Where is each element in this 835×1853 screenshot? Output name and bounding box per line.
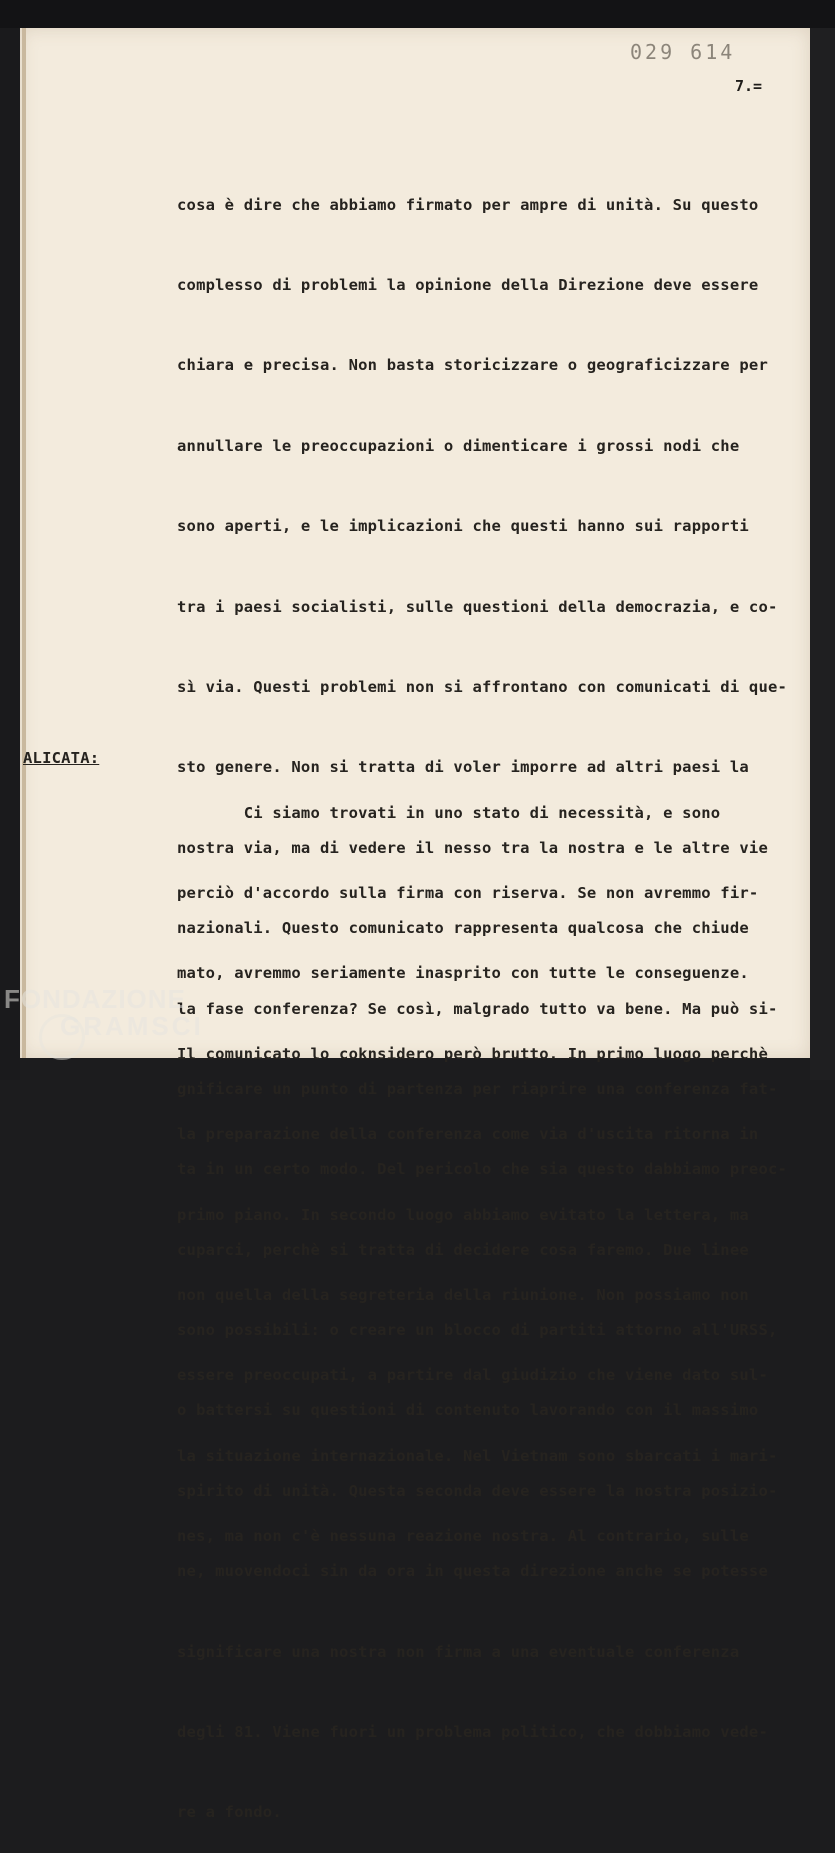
watermark-line-1: FONDAZIONE — [4, 984, 186, 1014]
text-line: non quella della segreteria della riunione. Non possiamo non — [177, 1285, 749, 1304]
text-line: la preparazione della conferenza come via d'uscita ritorna in — [177, 1125, 759, 1144]
scanner-right-edge — [810, 28, 835, 1080]
text-line: spirito di unità. Questa seconda deve essere la nostra posizio- — [177, 1481, 778, 1500]
archive-stamp-number: 029 614 — [630, 40, 736, 64]
text-line: primo piano. In secondo luogo abbiamo evitato la lettera, ma — [177, 1205, 749, 1224]
text-line: degli 81. Viene fuori un problema politico, che dobbiamo vede- — [177, 1723, 768, 1742]
text-line: la situazione internazionale. Nel Vietnam sono sbarcati i mari- — [177, 1446, 778, 1465]
text-line: Ci siamo trovati in uno stato di necessità, e sono — [177, 803, 721, 822]
text-line: sto genere. Non si tratta di voler imporre ad altri paesi la — [177, 758, 749, 777]
fondazione-gramsci-watermark — [4, 984, 204, 1042]
scanner-left-strip — [0, 28, 20, 1080]
text-line: ta in un certo modo. Del pericolo che sia questo dabbiamo preoc- — [177, 1160, 788, 1179]
text-line: tra i paesi socialisti, sulle questioni della democrazia, e co- — [177, 597, 778, 616]
text-line: perciò d'accordo sulla firma con riserva. Se non avremmo fir- — [177, 883, 759, 902]
text-line: nes, ma non c'è nessuna reazione nostra. Al contrario, sulle — [177, 1527, 749, 1546]
text-line: essere preoccupati, a partire dal giudizio che viene dato sul- — [177, 1366, 768, 1385]
text-line: gnificare un punto di partenza per riaprire una conferenza fat- — [177, 1079, 778, 1098]
text-line: sono possibili: o creare un blocco di partiti attorno all'URSS, — [177, 1321, 778, 1340]
text-line: nostra via, ma di vedere il nesso tra la nostra e le altre vie — [177, 838, 768, 857]
text-line: annullare le preoccupazioni o dimenticare i grossi nodi che — [177, 436, 740, 455]
text-line: cosa è dire che abbiamo firmato per ampre di unità. Su questo — [177, 195, 759, 214]
text-line: sì via. Questi problemi non si affrontano con comunicati di que- — [177, 677, 788, 696]
text-line: Il comunicato lo coknsidero però brutto. In primo luogo perchè — [177, 1044, 768, 1063]
text-line: ne, muovendoci sin da ora in questa direzione anche se potesse — [177, 1562, 768, 1581]
scanner-top-band — [0, 0, 835, 28]
text-line: mato, avremmo seriamente inasprito con tutte le conseguenze. — [177, 964, 749, 983]
text-line: complesso di problemi la opinione della Direzione deve essere — [177, 275, 759, 294]
text-line: significare una nostra non firma a una eventuale conferenza — [177, 1642, 740, 1661]
text-line: nazionali. Questo comunicato rappresenta qualcosa che chiude — [177, 919, 749, 938]
page-number: 7.= — [735, 77, 763, 95]
gramsci-emblem-icon — [39, 1014, 85, 1060]
paragraph-2 — [177, 746, 807, 1577]
page-binding-edge — [22, 28, 26, 1058]
text-line: chiara e precisa. Non basta storicizzare o geograficizzare per — [177, 356, 768, 375]
text-line: cuparci, perchè si tratta di decidere cosa faremo. Due linee — [177, 1240, 749, 1259]
text-line: re a fondo. — [177, 1803, 282, 1822]
speaker-label: ALICATA: — [23, 749, 100, 767]
text-line: o battersi su questioni di contenuto lavorando con il massimo — [177, 1401, 759, 1420]
text-line: sono aperti, e le implicazioni che questi hanno sui rapporti — [177, 517, 749, 536]
text-line: la fase conferenza? Se così, malgrado tutto va bene. Ma può si- — [177, 999, 778, 1018]
watermark-line-2: GRAMSCI — [60, 1011, 204, 1041]
